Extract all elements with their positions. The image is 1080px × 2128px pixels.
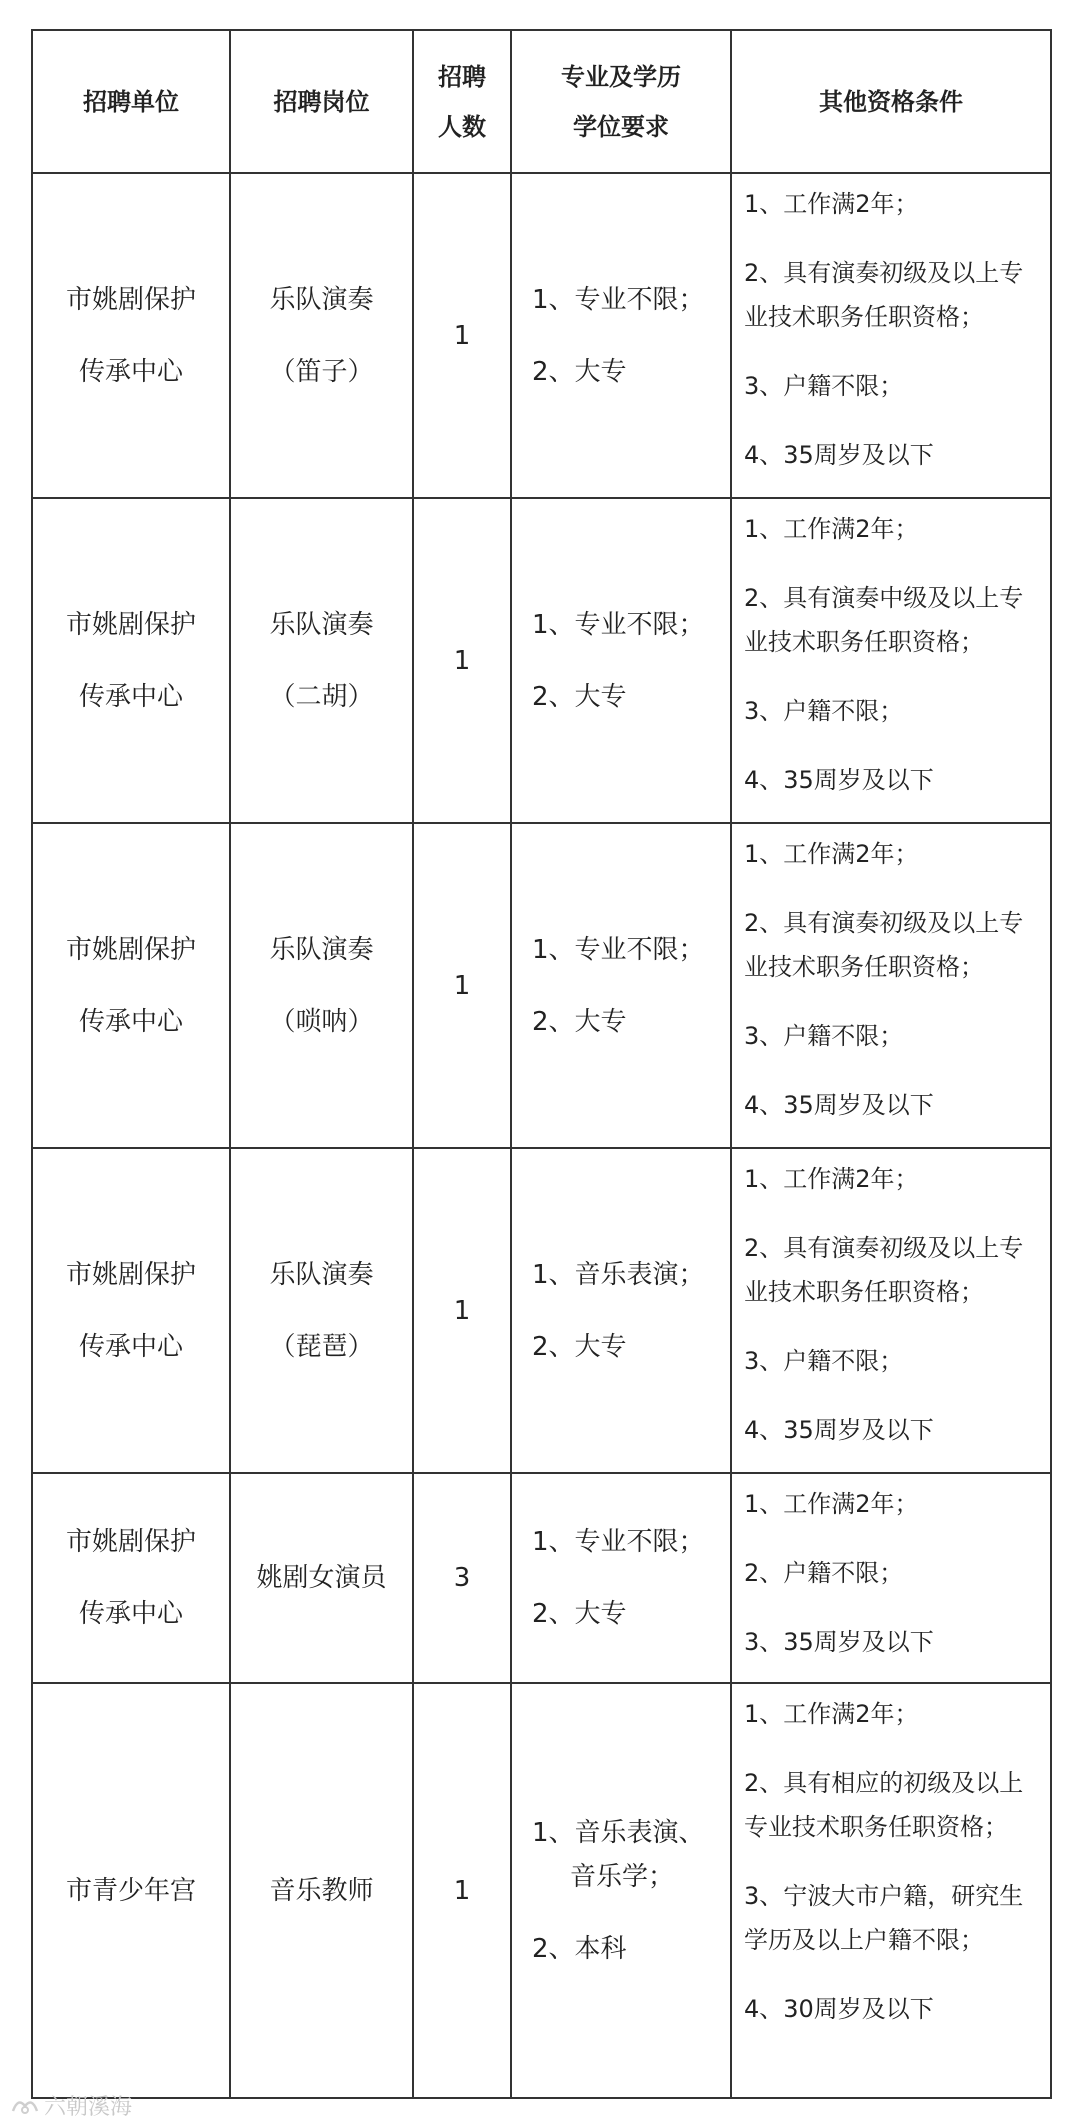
condition-item: 3、户籍不限； xyxy=(744,697,904,725)
major-line-continued: 音乐学； xyxy=(570,1861,675,1892)
post-line: 姚剧女演员 xyxy=(256,1563,387,1593)
condition-item: 4、30周岁及以下 xyxy=(744,1995,934,2023)
cell-major xyxy=(511,173,731,498)
cell-unit xyxy=(32,498,230,823)
table-row xyxy=(32,1473,1051,1683)
major-line: 2、大专 xyxy=(532,1006,627,1037)
major-line: 1、专业不限； xyxy=(532,934,705,965)
major-line: 2、大专 xyxy=(532,1331,627,1362)
cell-other xyxy=(731,1148,1051,1473)
cell-num: 3 xyxy=(413,1473,511,1683)
table-row xyxy=(32,498,1051,823)
cell-other xyxy=(731,1473,1051,1683)
cell-major xyxy=(511,498,731,823)
unit-line: 传承中心 xyxy=(78,681,183,712)
watermark xyxy=(10,2090,132,2121)
condition-item: 3、户籍不限； xyxy=(744,1347,904,1375)
cell-num: 1 xyxy=(413,1148,511,1473)
cell-other xyxy=(731,173,1051,498)
condition-item: 2、具有演奏初级及以上专业技术职务任职资格； xyxy=(744,259,1024,331)
watermark-text: 六朝溪海 xyxy=(44,2094,133,2119)
cell-post xyxy=(230,1148,413,1473)
cell-major xyxy=(511,1148,731,1473)
post-line: （琵琶） xyxy=(269,1331,374,1362)
unit-line: 市姚剧保护 xyxy=(65,1527,196,1557)
condition-item: 3、宁波大市户籍，研究生学历及以上户籍不限； xyxy=(744,1882,1024,1954)
header-num-line: 人数 xyxy=(438,112,486,141)
cell-post xyxy=(230,498,413,823)
condition-item: 1、工作满2年； xyxy=(744,1700,919,1728)
cell-num: 1 xyxy=(413,173,511,498)
unit-line: 市姚剧保护 xyxy=(65,934,196,965)
header-num xyxy=(413,30,511,173)
cell-unit xyxy=(32,1148,230,1473)
cell-num: 1 xyxy=(413,823,511,1148)
condition-item: 4、35周岁及以下 xyxy=(744,1416,934,1444)
cell-post xyxy=(230,1683,413,2098)
table-header-row xyxy=(32,30,1051,173)
condition-item: 1、工作满2年； xyxy=(744,1165,919,1193)
condition-item: 3、户籍不限； xyxy=(744,372,904,400)
cell-major xyxy=(511,823,731,1148)
table-row xyxy=(32,823,1051,1148)
condition-item: 1、工作满2年； xyxy=(744,840,919,868)
major-line: 1、音乐表演、 xyxy=(532,1817,705,1848)
cell-post xyxy=(230,173,413,498)
post-line: 乐队演奏 xyxy=(269,609,374,640)
recruitment-table xyxy=(31,29,1052,2099)
header-major-line: 学位要求 xyxy=(573,112,669,141)
condition-item: 3、户籍不限； xyxy=(744,1022,904,1050)
condition-item: 2、户籍不限； xyxy=(744,1559,904,1587)
post-line: （唢呐） xyxy=(269,1006,374,1037)
post-line: 乐队演奏 xyxy=(269,934,374,965)
condition-item: 2、具有相应的初级及以上专业技术职务任职资格； xyxy=(744,1769,1024,1841)
unit-line: 传承中心 xyxy=(78,1331,183,1362)
major-line: 1、专业不限； xyxy=(532,284,705,315)
unit-line: 市青少年宫 xyxy=(65,1875,196,1906)
unit-line: 市姚剧保护 xyxy=(65,1259,196,1290)
table-row xyxy=(32,1683,1051,2098)
cell-unit xyxy=(32,1683,230,2098)
cell-unit xyxy=(32,1473,230,1683)
header-post: 招聘岗位 xyxy=(230,30,413,173)
cell-num: 1 xyxy=(413,1683,511,2098)
cell-unit xyxy=(32,823,230,1148)
post-line: 乐队演奏 xyxy=(269,1259,374,1290)
header-major xyxy=(511,30,731,173)
header-num-line: 招聘 xyxy=(438,62,486,91)
condition-item: 1、工作满2年； xyxy=(744,190,919,218)
condition-item: 2、具有演奏初级及以上专业技术职务任职资格； xyxy=(744,909,1024,981)
unit-line: 市姚剧保护 xyxy=(65,284,196,315)
cell-major xyxy=(511,1683,731,2098)
major-line: 2、大专 xyxy=(532,681,627,712)
condition-item: 1、工作满2年； xyxy=(744,1490,919,1518)
post-line: （二胡） xyxy=(269,681,374,712)
condition-item: 2、具有演奏初级及以上专业技术职务任职资格； xyxy=(744,1234,1024,1306)
cell-unit xyxy=(32,173,230,498)
post-line: 音乐教师 xyxy=(269,1875,374,1906)
condition-item: 4、35周岁及以下 xyxy=(744,441,934,469)
cell-post xyxy=(230,823,413,1148)
condition-item: 3、35周岁及以下 xyxy=(744,1628,934,1656)
cell-other xyxy=(731,1683,1051,2098)
condition-item: 2、具有演奏中级及以上专业技术职务任职资格； xyxy=(744,584,1024,656)
condition-item: 1、工作满2年； xyxy=(744,515,919,543)
header-unit: 招聘单位 xyxy=(32,30,230,173)
unit-line: 传承中心 xyxy=(78,356,183,387)
unit-line: 市姚剧保护 xyxy=(65,609,196,640)
post-line: 乐队演奏 xyxy=(269,284,374,315)
cell-num: 1 xyxy=(413,498,511,823)
table-row xyxy=(32,173,1051,498)
cell-major xyxy=(511,1473,731,1683)
major-line: 2、本科 xyxy=(532,1933,627,1964)
cell-other xyxy=(731,823,1051,1148)
unit-line: 传承中心 xyxy=(78,1599,183,1629)
header-other: 其他资格条件 xyxy=(731,30,1051,173)
major-line: 2、大专 xyxy=(532,1599,627,1629)
major-line: 1、音乐表演； xyxy=(532,1259,705,1290)
cell-other xyxy=(731,498,1051,823)
cell-post xyxy=(230,1473,413,1683)
condition-item: 4、35周岁及以下 xyxy=(744,766,934,794)
major-line: 1、专业不限； xyxy=(532,1527,705,1557)
major-line: 1、专业不限； xyxy=(532,609,705,640)
unit-line: 传承中心 xyxy=(78,1006,183,1037)
table-row xyxy=(32,1148,1051,1473)
major-line: 2、大专 xyxy=(532,356,627,387)
condition-item: 4、35周岁及以下 xyxy=(744,1091,934,1119)
post-line: （笛子） xyxy=(269,356,374,387)
watermark-logo-icon xyxy=(10,2095,40,2117)
header-major-line: 专业及学历 xyxy=(561,62,681,91)
